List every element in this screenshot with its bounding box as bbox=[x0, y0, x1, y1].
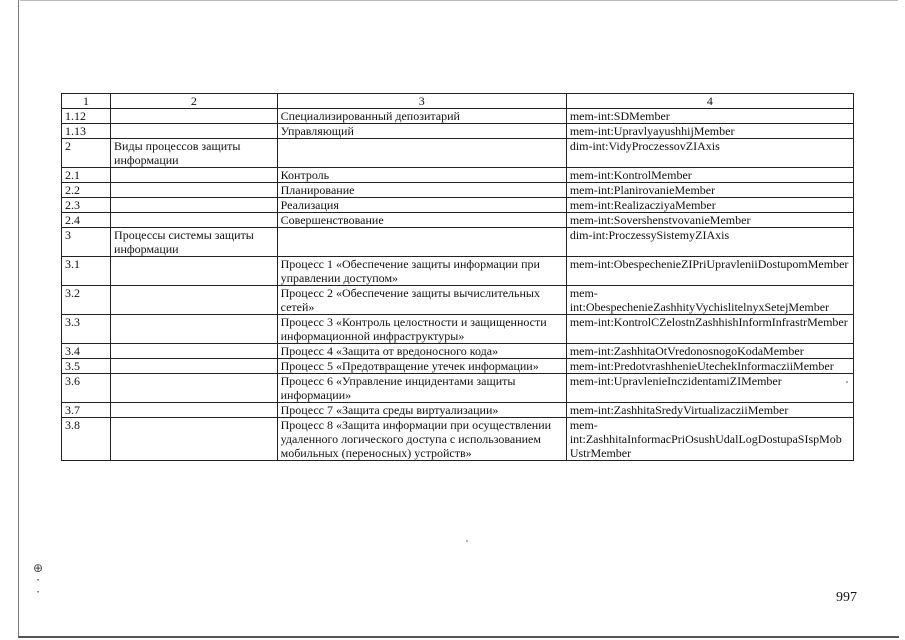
row-category bbox=[111, 109, 278, 124]
table-header-row bbox=[62, 94, 854, 109]
row-number: 3 bbox=[62, 228, 111, 257]
margin-scan-mark: ⊕ · · bbox=[33, 561, 44, 599]
row-name: Специализированный депозитарий bbox=[277, 109, 566, 124]
column-header: 3 bbox=[277, 94, 566, 109]
row-name: Процесс 7 «Защита среды виртуализации» bbox=[277, 403, 566, 418]
table-row bbox=[62, 198, 854, 213]
row-name bbox=[277, 139, 566, 168]
row-number: 2.2 bbox=[62, 183, 111, 198]
row-number: 3.7 bbox=[62, 403, 111, 418]
row-code: mem-int:PlanirovanieMember bbox=[566, 183, 853, 198]
row-code: mem-int:UpravlyayushhijMember bbox=[566, 124, 853, 139]
row-number: 3.2 bbox=[62, 286, 111, 315]
table-row bbox=[62, 403, 854, 418]
row-name: Реализация bbox=[277, 198, 566, 213]
scan-speck bbox=[466, 540, 468, 542]
row-name: Процесс 4 «Защита от вредоносного кода» bbox=[277, 344, 566, 359]
table-row bbox=[62, 183, 854, 198]
row-code: dim-int:VidyProczessovZIAxis bbox=[566, 139, 853, 168]
row-code: mem-int:PredotvrashhenieUtechekInformacziiMember bbox=[566, 359, 853, 374]
table-row bbox=[62, 418, 854, 461]
table-row bbox=[62, 315, 854, 344]
table-row bbox=[62, 286, 854, 315]
row-category bbox=[111, 257, 278, 286]
table-row bbox=[62, 109, 854, 124]
table-row bbox=[62, 124, 854, 139]
row-category bbox=[111, 168, 278, 183]
row-category bbox=[111, 286, 278, 315]
column-header: 4 bbox=[566, 94, 853, 109]
row-category bbox=[111, 374, 278, 403]
row-category bbox=[111, 124, 278, 139]
scan-speck bbox=[846, 381, 848, 383]
column-header: 1 bbox=[62, 94, 111, 109]
row-number: 3.6 bbox=[62, 374, 111, 403]
row-category bbox=[111, 403, 278, 418]
row-name: Процесс 2 «Обеспечение защиты вычислительных сетей» bbox=[277, 286, 566, 315]
row-code: mem-int:ZashhitaOtVredonosnogoKodaMember bbox=[566, 344, 853, 359]
row-number: 1.12 bbox=[62, 109, 111, 124]
row-name: Процесс 6 «Управление инцидентами защиты информации» bbox=[277, 374, 566, 403]
row-code: dim-int:ProczessySistemyZIAxis bbox=[566, 228, 853, 257]
top-rule bbox=[20, 0, 898, 1]
row-code: mem-int:KontrolCZelostnZashhishInformInfrastrMember bbox=[566, 315, 853, 344]
row-number: 2.3 bbox=[62, 198, 111, 213]
row-number: 2 bbox=[62, 139, 111, 168]
table-row bbox=[62, 359, 854, 374]
table-row bbox=[62, 374, 854, 403]
row-category bbox=[111, 315, 278, 344]
row-category bbox=[111, 198, 278, 213]
column-header: 2 bbox=[111, 94, 278, 109]
row-number: 1.13 bbox=[62, 124, 111, 139]
table-row bbox=[62, 228, 854, 257]
row-code: mem-int:UpravlenieInczidentamiZIMember bbox=[566, 374, 853, 403]
row-category bbox=[111, 418, 278, 461]
row-code: mem-int:ZashhitaInformacPriOsushUdalLogDostupaSIspMobUstrMember bbox=[566, 418, 853, 461]
row-name bbox=[277, 228, 566, 257]
row-name: Процесс 1 «Обеспечение защиты информации при управлении доступом» bbox=[277, 257, 566, 286]
row-category bbox=[111, 213, 278, 228]
row-name: Процесс 8 «Защита информации при осуществлении удаленного логического доступа с использованием мобильных (переносных) устройств» bbox=[277, 418, 566, 461]
row-code: mem-int:SovershenstvovanieMember bbox=[566, 213, 853, 228]
row-number: 3.5 bbox=[62, 359, 111, 374]
row-code: mem-int:ZashhitaSredyVirtualizacziiMember bbox=[566, 403, 853, 418]
row-name: Процесс 3 «Контроль целостности и защищенности информационной инфраструктуры» bbox=[277, 315, 566, 344]
row-category bbox=[111, 359, 278, 374]
row-code: mem-int:KontrolMember bbox=[566, 168, 853, 183]
table-row bbox=[62, 213, 854, 228]
row-number: 3.3 bbox=[62, 315, 111, 344]
row-code: mem-int:ObespechenieZIPriUpravleniiDostupomMember bbox=[566, 257, 853, 286]
row-number: 3.1 bbox=[62, 257, 111, 286]
row-number: 3.8 bbox=[62, 418, 111, 461]
row-number: 3.4 bbox=[62, 344, 111, 359]
row-name: Процесс 5 «Предотвращение утечек информации» bbox=[277, 359, 566, 374]
table-row bbox=[62, 257, 854, 286]
taxonomy-table bbox=[61, 93, 854, 461]
row-name: Совершенствование bbox=[277, 213, 566, 228]
row-code: mem-int:SDMember bbox=[566, 109, 853, 124]
row-category bbox=[111, 183, 278, 198]
row-number: 2.1 bbox=[62, 168, 111, 183]
row-name: Управляющий bbox=[277, 124, 566, 139]
table-row bbox=[62, 344, 854, 359]
page-number: 997 bbox=[836, 590, 857, 605]
row-number: 2.4 bbox=[62, 213, 111, 228]
row-code: mem-int:ObespechenieZashhityVychislitelnyxSetejMember bbox=[566, 286, 853, 315]
table-row bbox=[62, 168, 854, 183]
row-category: Процессы системы защиты информации bbox=[111, 228, 278, 257]
row-name: Планирование bbox=[277, 183, 566, 198]
row-name: Контроль bbox=[277, 168, 566, 183]
table-row bbox=[62, 139, 854, 168]
table-body bbox=[62, 109, 854, 461]
row-category: Виды процессов защиты информации bbox=[111, 139, 278, 168]
row-category bbox=[111, 344, 278, 359]
row-code: mem-int:RealizacziyaMember bbox=[566, 198, 853, 213]
